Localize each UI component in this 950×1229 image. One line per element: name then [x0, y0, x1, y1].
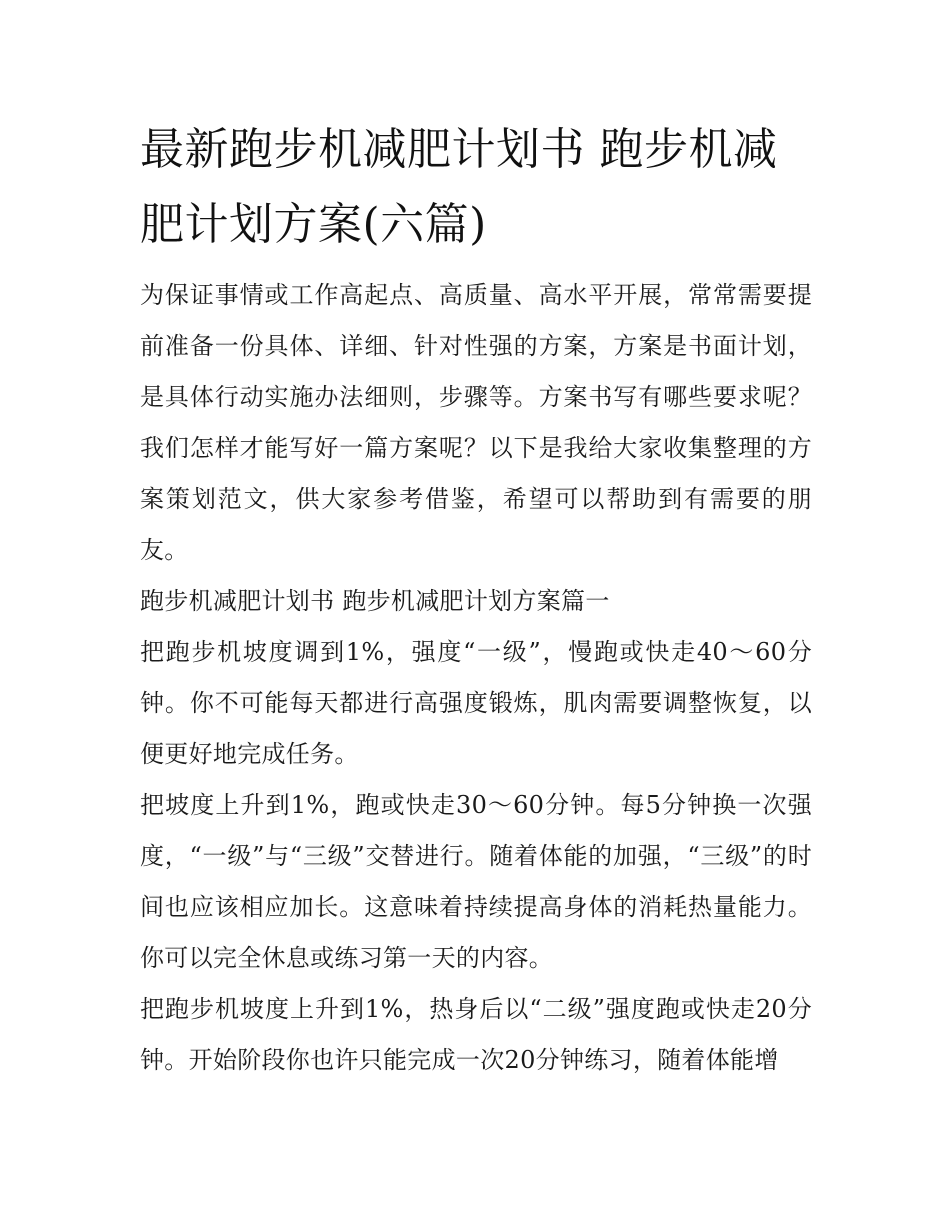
body-paragraph-2: 把坡度上升到1%，跑或快走30～60分钟。每5分钟换一次强度，“一级”与“三级”交替进行。随着体能的加强，“三级”的时间也应该相应加长。这意味着持续提高身体的消耗热量能力。你可以完全休息或练习第一天的内容。	[140, 791, 812, 972]
section-heading: 跑步机减肥计划书 跑步机减肥计划方案篇一	[140, 587, 610, 615]
document-title: 最新跑步机减肥计划书 跑步机减肥计划方案(六篇)	[140, 124, 778, 250]
intro-paragraph: 为保证事情或工作高起点、高质量、高水平开展，常常需要提前准备一份具体、详细、针对性强的方案，方案是书面计划，是具体行动实施办法细则，步骤等。方案书写有哪些要求呢？我们怎样才能写好一篇方案呢？以下是我给大家收集整理的方案策划范文，供大家参考借鉴，希望可以帮助到有需要的朋友。	[140, 281, 812, 564]
body-paragraph-1: 把跑步机坡度调到1%，强度“一级”，慢跑或快走40～60分钟。你不可能每天都进行高强度锻炼，肌肉需要调整恢复，以便更好地完成任务。	[140, 638, 812, 768]
document-page	[140, 112, 812, 1086]
body-paragraph-3: 把跑步机坡度上升到1%，热身后以“二级”强度跑或快走20分钟。开始阶段你也许只能完成一次20分钟练习，随着体能增	[140, 995, 812, 1074]
title-block	[140, 112, 812, 262]
